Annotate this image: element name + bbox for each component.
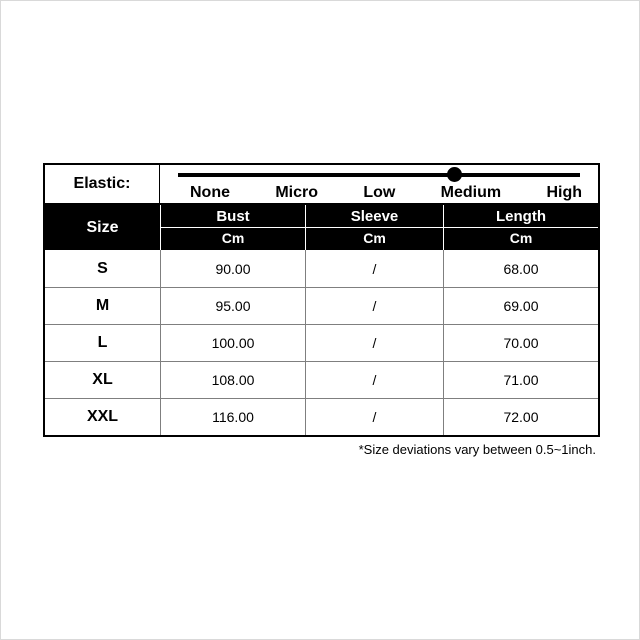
length-cell: 72.00 [443,399,598,435]
sleeve-cell: / [305,288,443,324]
size-cell: S [97,259,108,277]
header-length-name: Length [496,208,546,225]
length-cell: 71.00 [443,362,598,398]
length-cell: 70.00 [443,325,598,361]
elastic-row [45,165,598,205]
elastic-scale-line [178,173,580,177]
header-divider [444,227,598,228]
elastic-level-none: None [190,184,230,201]
table-body [45,250,598,435]
sleeve-cell: / [305,399,443,435]
header-size: Size [86,218,119,236]
table-row [45,398,598,435]
elastic-scale-labels [190,184,582,202]
header-divider [306,227,443,228]
header-bust-unit: Cm [221,230,245,246]
elastic-level-high: High [546,184,582,201]
bust-cell: 100.00 [160,325,305,361]
elastic-scale-indicator [447,167,462,182]
size-cell: XL [92,371,113,388]
elastic-label: Elastic: [45,165,160,203]
sleeve-cell: / [305,325,443,361]
sleeve-cell: / [305,362,443,398]
size-cell: M [95,297,110,314]
table-row [45,250,598,287]
length-cell: 68.00 [443,250,598,287]
header-sleeve-name: Sleeve [350,208,399,225]
header-length-unit: Cm [509,230,533,246]
table-row [45,324,598,361]
bust-cell: 108.00 [160,362,305,398]
header-sleeve-unit: Cm [363,230,386,246]
header-bust [160,205,305,250]
table-row [45,361,598,398]
header-length [443,205,598,250]
elastic-scale [160,165,598,203]
bust-cell: 95.00 [160,288,305,324]
size-deviation-note: *Size deviations vary between 0.5~1inch. [358,442,596,457]
header-divider [161,227,305,228]
length-cell: 69.00 [443,288,598,324]
table-row [45,287,598,324]
table-header [45,205,598,250]
elastic-level-low: Low [363,184,396,201]
sleeve-cell: / [305,250,443,287]
elastic-level-micro: Micro [275,184,318,201]
header-sleeve [305,205,443,250]
size-cell: L [97,334,108,351]
size-cell: XXL [86,408,119,425]
size-chart [43,163,600,437]
header-bust-name: Bust [216,208,250,225]
bust-cell: 116.00 [160,399,305,435]
bust-cell: 90.00 [160,250,305,287]
elastic-level-medium: Medium [440,184,502,201]
